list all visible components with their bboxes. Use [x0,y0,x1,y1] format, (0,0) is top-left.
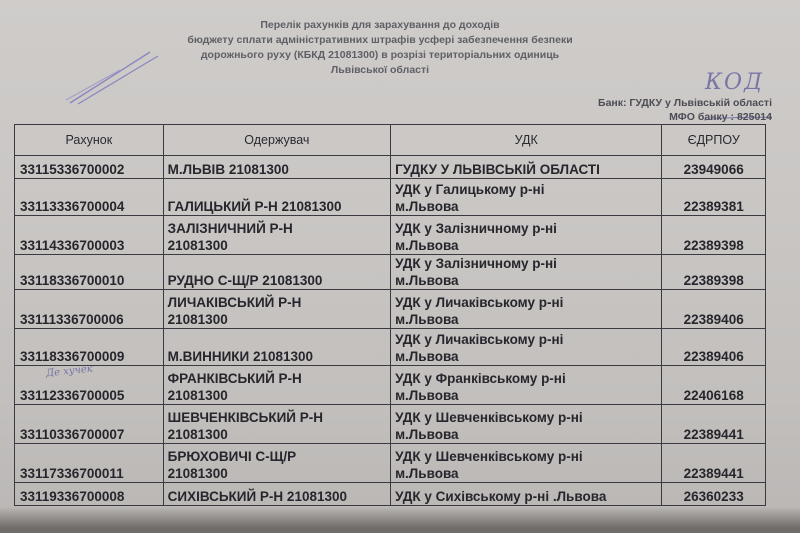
handwritten-kod: КОД [705,70,764,95]
cell-account: 33115336700002 [15,156,164,179]
cell-recipient: М.ВИННИКИ 21081300 [163,329,390,366]
table-row [15,156,766,179]
header-udk: УДК [391,125,662,156]
cell-udk: УДК у Залізничному р-ні м.Львова [391,216,662,255]
table-row [15,483,766,506]
table-body [15,156,766,506]
cell-udk: УДК у Залізничному р-ні м.Львова [391,255,662,290]
cell-edrpou: 22389441 [662,444,766,483]
page-shadow [0,507,800,533]
cell-recipient: ФРАНКІВСЬКИЙ Р-Н 21081300 [163,366,390,405]
cell-edrpou: 22406168 [662,366,766,405]
cell-udk: УДК у Шевченківському р-ні м.Львова [391,444,662,483]
cell-recipient: ЗАЛІЗНИЧНИЙ Р-Н 21081300 [163,216,390,255]
cell-recipient: ГАЛИЦЬКИЙ Р-Н 21081300 [163,179,390,216]
cell-account: 33113336700004 [15,179,164,216]
bank-mfo: МФО банку : 825014 [669,111,772,123]
cell-recipient: М.ЛЬВІВ 21081300 [163,156,390,179]
table-row [15,366,766,405]
cell-udk: УДК у Франківському р-ні м.Львова [391,366,662,405]
title-line: дорожнього руху (КБКД 21081300) в розрізі територіальних одиниць [200,49,560,61]
title-line: бюджету сплати адміністративних штрафів усфері забезпечення безпеки [187,34,573,46]
table-row [15,179,766,216]
cell-edrpou: 22389406 [662,290,766,329]
cell-udk: УДК у Личаківському р-ні м.Львова [391,329,662,366]
table-header-row [15,125,766,156]
bank-name: Банк: ГУДКУ у Львівській області [598,97,772,109]
cell-account: 33110336700007 [15,405,164,444]
header-recipient: Одержувач [163,125,390,156]
cell-edrpou: 22389381 [662,179,766,216]
cell-account: 33111336700006 [15,290,164,329]
header-account: Рахунок [15,125,164,156]
cell-recipient: РУДНО С-Щ/Р 21081300 [163,255,390,290]
accounts-table [14,124,766,506]
table-row [15,216,766,255]
cell-recipient: СИХІВСЬКИЙ Р-Н 21081300 [163,483,390,506]
cell-edrpou: 22389406 [662,329,766,366]
cell-edrpou: 22389398 [662,216,766,255]
cell-recipient: ЛИЧАКІВСЬКИЙ Р-Н 21081300 [163,290,390,329]
cell-udk: ГУДКУ У ЛЬВІВСЬКІЙ ОБЛАСТІ [391,156,662,179]
table-row [15,444,766,483]
table-row [15,290,766,329]
cell-udk: УДК у Личаківському р-ні м.Львова [391,290,662,329]
header-edrpou: ЄДРПОУ [662,125,766,156]
cell-edrpou: 23949066 [662,156,766,179]
table-row [15,329,766,366]
cell-account: 33118336700009 [15,329,164,366]
cell-recipient: ШЕВЧЕНКІВСЬКИЙ Р-Н 21081300 [163,405,390,444]
title-line: Львівської області [330,64,430,76]
cell-edrpou: 22389441 [662,405,766,444]
cell-account: 33118336700010 [15,255,164,290]
bank-info [598,96,772,124]
table-row [15,405,766,444]
handwritten-note: Дe хучек [45,363,94,380]
cell-edrpou: 26360233 [662,483,766,506]
cell-udk: УДК у Сихівському р-ні .Львова [391,483,662,506]
document-title [120,18,640,78]
table-row [15,255,766,290]
title-line: Перелік рахунків для зарахування до доходів [260,19,500,31]
cell-udk: УДК у Шевченківському р-ні м.Львова [391,405,662,444]
cell-account: 33117336700011 [15,444,164,483]
cell-recipient: БРЮХОВИЧІ С-Щ/Р 21081300 [163,444,390,483]
cell-udk: УДК у Галицькому р-ні м.Львова [391,179,662,216]
cell-account: 33112336700005 [15,366,164,405]
cell-edrpou: 22389398 [662,255,766,290]
cell-account: 33114336700003 [15,216,164,255]
cell-account: 33119336700008 [15,483,164,506]
